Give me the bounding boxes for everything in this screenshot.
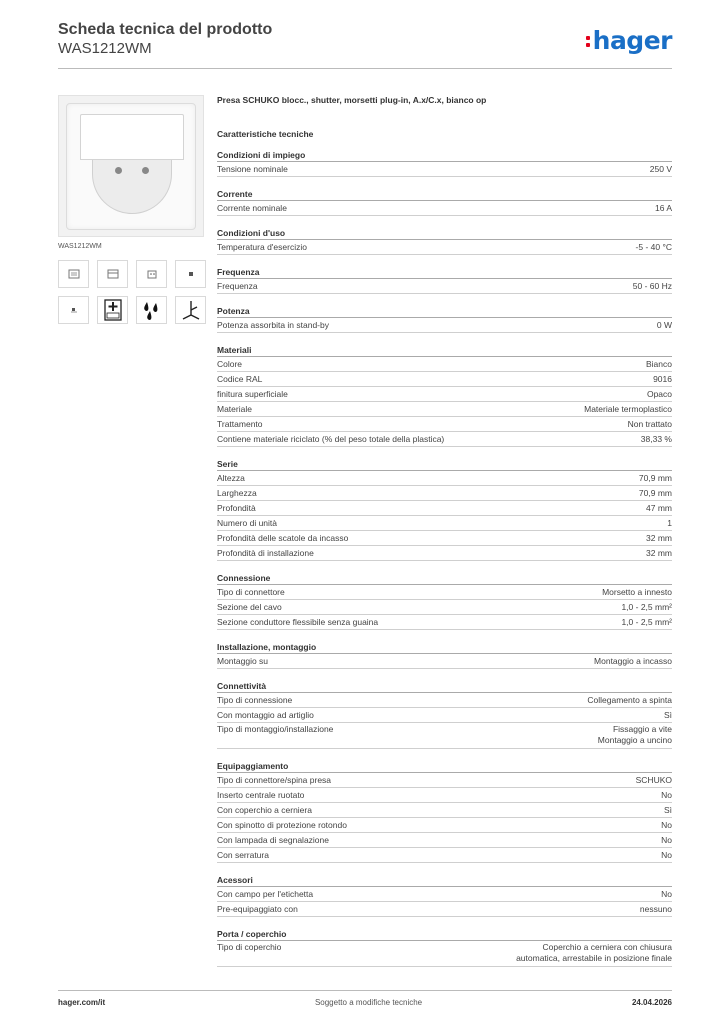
spec-group-title: Connettività (217, 679, 672, 693)
logo-text: hager (592, 26, 672, 55)
spec-row (217, 833, 672, 848)
spec-value: Collegamento a spinta (587, 695, 672, 705)
spec-row (217, 654, 672, 669)
spec-label: Con coperchio a cerniera (217, 805, 312, 815)
spec-row (217, 387, 672, 402)
spec-label: Larghezza (217, 488, 257, 498)
spec-value: Fissaggio a vite Montaggio a uncino (597, 724, 672, 745)
spec-group (217, 571, 672, 630)
spec-label: Con montaggio ad artiglio (217, 710, 314, 720)
spec-group-title: Connessione (217, 571, 672, 585)
spec-group (217, 265, 672, 294)
spec-value: 32 mm (646, 548, 672, 558)
spec-label: Sezione conduttore flessibile senza guaina (217, 617, 379, 627)
spec-label: Contiene materiale riciclato (% del peso totale della plastica) (217, 434, 445, 444)
spec-value: 50 - 60 Hz (632, 281, 672, 291)
spec-row (217, 723, 672, 749)
spec-row (217, 546, 672, 561)
spec-label: Con campo per l'etichetta (217, 889, 314, 899)
spec-row (217, 600, 672, 615)
spec-label: Corrente nominale (217, 203, 287, 213)
spec-group (217, 187, 672, 216)
spec-groups (217, 148, 672, 967)
spec-value: No (661, 820, 672, 830)
spec-group-title: Porta / coperchio (217, 927, 672, 941)
image-caption: WAS1212WM (58, 243, 102, 250)
spec-value: Coperchio a cerniera con chiusura automatica, arrestabile in posizione finale (516, 942, 672, 963)
spec-group-title: Condizioni d'uso (217, 226, 672, 240)
spec-value: No (661, 790, 672, 800)
spec-group-title: Materiali (217, 343, 672, 357)
spec-row (217, 318, 672, 333)
spec-label: Tipo di connettore (217, 587, 285, 597)
spec-group-title: Frequenza (217, 265, 672, 279)
section-caption: Caratteristiche tecniche (217, 129, 314, 139)
spec-value: No (661, 835, 672, 845)
spec-group (217, 304, 672, 333)
spec-label: Frequenza (217, 281, 258, 291)
water-drops-icon (136, 296, 167, 324)
spec-group-title: Potenza (217, 304, 672, 318)
spec-value: 70,9 mm (638, 488, 672, 498)
spec-row (217, 201, 672, 216)
spec-row (217, 357, 672, 372)
page-footer (58, 998, 672, 1007)
spec-label: Potenza assorbita in stand-by (217, 320, 329, 330)
spec-group-title: Installazione, montaggio (217, 640, 672, 654)
spec-row (217, 788, 672, 803)
spec-label: finitura superficiale (217, 389, 288, 399)
spec-value: 250 V (649, 164, 672, 174)
socket-plate (66, 103, 196, 230)
page-header (58, 20, 672, 70)
spec-group (217, 226, 672, 255)
spec-group-title: Acessori (217, 873, 672, 887)
spec-label: Colore (217, 359, 243, 369)
spec-group-title: Condizioni di impiego (217, 148, 672, 162)
spec-group (217, 927, 672, 967)
spec-value: Morsetto a innesto (602, 587, 672, 597)
spec-group (217, 640, 672, 669)
socket-small-icon (136, 260, 167, 288)
spec-label: Temperatura d'esercizio (217, 242, 307, 252)
spec-label: Tipo di connessione (217, 695, 293, 705)
hager-logo (586, 26, 672, 55)
footer-website: hager.com/it (58, 998, 106, 1007)
spec-row (217, 773, 672, 788)
spec-label: Numero di unità (217, 518, 278, 528)
hinged-cover (80, 114, 184, 160)
socket-outlet (92, 152, 172, 214)
specifications (217, 95, 672, 977)
socket-hole-right (142, 167, 149, 174)
feature-icons (58, 260, 208, 324)
logo-dots-icon (586, 34, 591, 48)
marker-icon (175, 260, 206, 288)
spec-row (217, 818, 672, 833)
left-column (58, 95, 208, 324)
spec-row (217, 887, 672, 902)
spec-label: Profondità delle scatole da incasso (217, 533, 349, 543)
plus-icon (97, 296, 128, 324)
spec-row (217, 279, 672, 294)
spec-row (217, 402, 672, 417)
spec-value: 9016 (653, 374, 672, 384)
spec-row (217, 501, 672, 516)
frame-icon (58, 260, 89, 288)
spec-group (217, 343, 672, 447)
spec-value: 0 W (656, 320, 672, 330)
spec-value: 1,0 - 2,5 mm² (621, 617, 672, 627)
spec-value: Opaco (646, 389, 672, 399)
spec-row (217, 615, 672, 630)
spec-label: Tipo di connettore/spina presa (217, 775, 332, 785)
page-title: Scheda tecnica del prodotto (58, 21, 273, 38)
spec-label: Profondità (217, 503, 256, 513)
spec-row (217, 708, 672, 723)
footer-date: 24.04.2026 (631, 998, 672, 1007)
spec-label: Tensione nominale (217, 164, 288, 174)
spec-label: Pre-equipaggiato con (217, 904, 298, 914)
product-description: Presa SCHUKO blocc., shutter, morsetti plug-in, A.x/C.x, bianco op (217, 95, 487, 105)
spec-value: Non trattato (627, 419, 672, 429)
spec-group (217, 759, 672, 863)
spec-value: 1 (667, 518, 672, 528)
spec-label: Montaggio su (217, 656, 269, 666)
spec-value: 38,33 % (640, 434, 672, 444)
spec-group (217, 457, 672, 561)
spec-label: Codice RAL (217, 374, 263, 384)
spec-label: Con lampada di segnalazione (217, 835, 329, 845)
spec-group (217, 679, 672, 749)
spec-row (217, 941, 672, 967)
spec-row (217, 902, 672, 917)
socket-hole-left (115, 167, 122, 174)
spec-group-title: Serie (217, 457, 672, 471)
spec-row (217, 585, 672, 600)
footer-notice: Soggetto a modifiche tecniche (314, 998, 423, 1007)
spec-value: Sì (663, 805, 672, 815)
spec-row (217, 471, 672, 486)
spec-value: nessuno (639, 904, 672, 914)
spec-row (217, 240, 672, 255)
spec-value: Sì (663, 710, 672, 720)
spec-label: Trattamento (217, 419, 263, 429)
spec-row (217, 432, 672, 447)
spec-value: Bianco (646, 359, 672, 369)
spec-label: Materiale (217, 404, 252, 414)
spec-value: Materiale termoplastico (584, 404, 672, 414)
spec-value: 70,9 mm (638, 473, 672, 483)
spec-group-title: Corrente (217, 187, 672, 201)
spec-row (217, 693, 672, 708)
spec-value: No (661, 850, 672, 860)
module-icon (97, 260, 128, 288)
spec-value: 16 A (654, 203, 672, 213)
spec-value: 32 mm (646, 533, 672, 543)
spec-value: Montaggio a incasso (594, 656, 672, 666)
spec-row (217, 486, 672, 501)
product-image (58, 95, 204, 237)
spec-row (217, 803, 672, 818)
header-divider (58, 68, 672, 69)
spec-label: Con serratura (217, 850, 269, 860)
spec-row (217, 516, 672, 531)
dot-icon (58, 296, 89, 324)
spec-row (217, 162, 672, 177)
spec-label: Profondità di installazione (217, 548, 314, 558)
spec-group-title: Equipaggiamento (217, 759, 672, 773)
product-code: WAS1212WM (58, 40, 152, 57)
spec-label: Inserto centrale ruotato (217, 790, 305, 800)
installation-tool-icon (175, 296, 206, 324)
spec-label: Con spinotto di protezione rotondo (217, 820, 347, 830)
spec-group (217, 873, 672, 917)
spec-value: -5 - 40 °C (635, 242, 672, 252)
spec-row (217, 531, 672, 546)
spec-row (217, 417, 672, 432)
spec-group (217, 148, 672, 177)
spec-row (217, 848, 672, 863)
spec-value: No (661, 889, 672, 899)
spec-label: Tipo di coperchio (217, 942, 282, 952)
spec-value: SCHUKO (635, 775, 672, 785)
spec-row (217, 372, 672, 387)
spec-value: 1,0 - 2,5 mm² (621, 602, 672, 612)
footer-divider (58, 990, 672, 991)
spec-label: Altezza (217, 473, 245, 483)
spec-label: Tipo di montaggio/installazione (217, 724, 334, 734)
spec-label: Sezione del cavo (217, 602, 282, 612)
spec-value: 47 mm (646, 503, 672, 513)
